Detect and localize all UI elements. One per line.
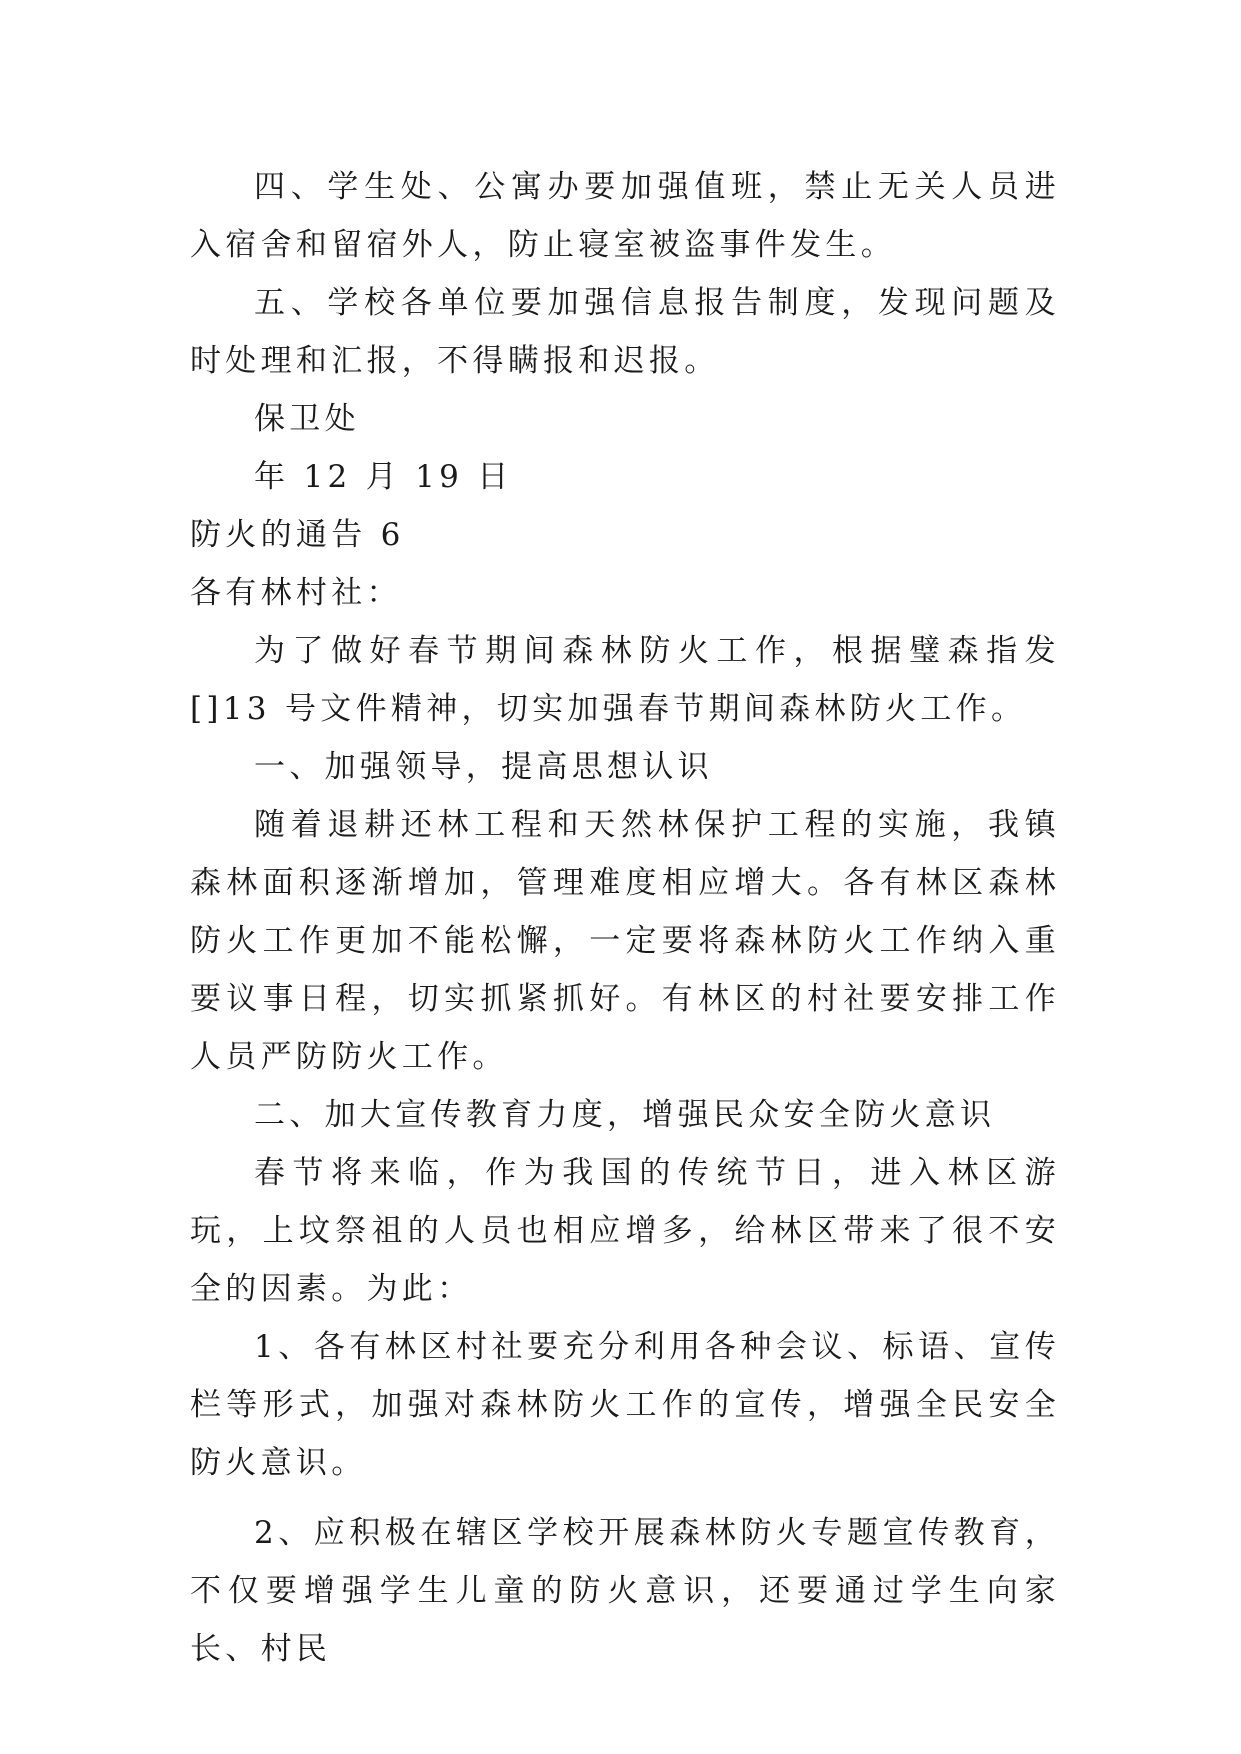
section-heading-leadership: 一、加强领导，提高思想认识 bbox=[254, 749, 713, 785]
paragraph-report-system: 五、学校各单位要加强信息报告制度，发现问题及时处理和汇报，不得瞒报和迟报。 bbox=[190, 285, 1060, 379]
signature-date: 年 12 月 19 日 bbox=[254, 459, 513, 495]
list-item-1: 1、各有林区村社要充分利用各种会议、标语、宣传栏等形式，加强对森林防火工作的宣传，增强全民安全防火意识。 bbox=[190, 1329, 1060, 1481]
notice-title: 防火的通告 6 bbox=[190, 517, 405, 553]
paragraph-leadership: 随着退耕还林工程和天然林保护工程的实施，我镇森林面积逐渐增加，管理难度相应增大。各有林区森林防火工作更加不能松懈，一定要将森林防火工作纳入重要议事日程，切实抓紧抓好。有林区的村社要安排工作人员严防防火工作。 bbox=[190, 807, 1060, 1075]
list-item-2: 2、应积极在辖区学校开展森林防火专题宣传教育，不仅要增强学生儿童的防火意识，还要通过学生向家长、村民 bbox=[190, 1515, 1060, 1667]
section-heading-publicity: 二、加大宣传教育力度，增强民众安全防火意识 bbox=[254, 1097, 996, 1133]
signature-department: 保卫处 bbox=[254, 401, 360, 437]
paragraph-intro: 为了做好春节期间森林防火工作，根据璧森指发[]13 号文件精神，切实加强春节期间森林防火工作。 bbox=[190, 633, 1060, 727]
paragraph-festival: 春节将来临，作为我国的传统节日，进入林区游玩，上坟祭祖的人员也相应增多，给林区带来了很不安全的因素。为此： bbox=[190, 1155, 1060, 1307]
document-body bbox=[190, 158, 1060, 1678]
notice-salutation: 各有林村社： bbox=[190, 575, 402, 611]
paragraph-dorm-duty: 四、学生处、公寓办要加强值班，禁止无关人员进入宿舍和留宿外人，防止寝室被盗事件发生。 bbox=[190, 169, 1060, 263]
